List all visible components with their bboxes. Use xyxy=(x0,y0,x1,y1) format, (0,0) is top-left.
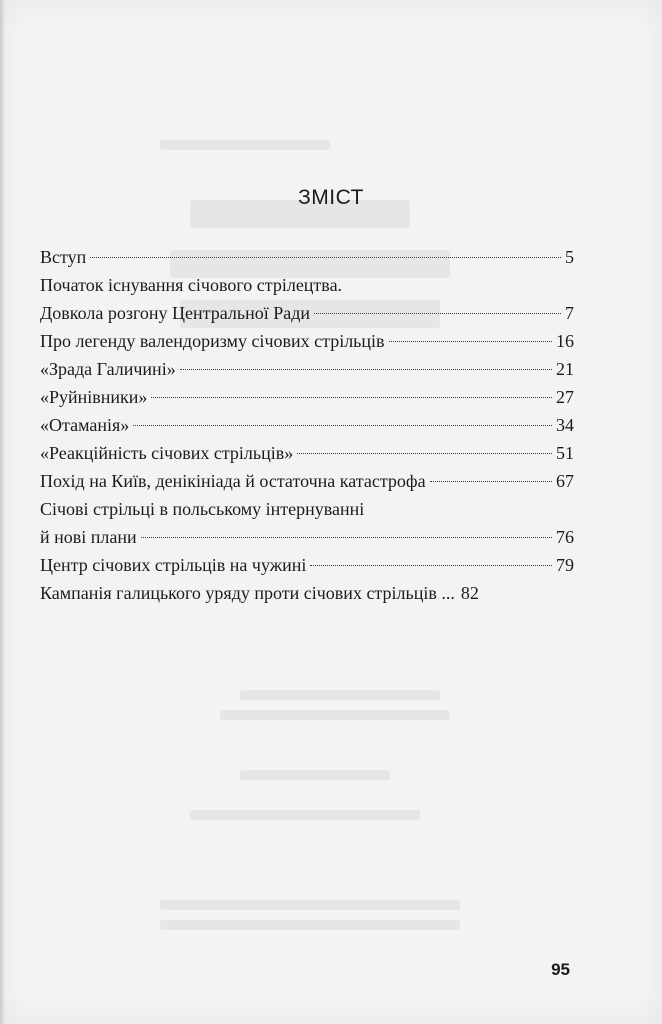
toc-entry-title: Кампанія галицького уряду проти січових стрільців ... xyxy=(40,583,455,603)
dot-leader xyxy=(310,565,552,566)
toc-entry-page: 82 xyxy=(460,583,479,603)
dot-leader xyxy=(133,425,552,426)
toc-entry-title: «Реакційність січових стрільців» xyxy=(40,443,294,463)
dot-leader xyxy=(389,341,552,342)
toc-entry xyxy=(40,439,574,467)
page-title: ЗМІСТ xyxy=(298,186,364,209)
table-of-contents xyxy=(40,243,574,607)
dot-leader xyxy=(180,369,552,370)
toc-entry-page: 76 xyxy=(556,527,574,547)
toc-entry xyxy=(40,579,574,607)
toc-entry-page: 7 xyxy=(565,303,574,323)
toc-entry-page: 16 xyxy=(556,331,574,351)
toc-entry-title: Початок існування січового стрілецтва. xyxy=(40,275,343,295)
toc-entry xyxy=(40,327,574,355)
toc-entry xyxy=(40,551,574,579)
toc-entry-title: «Зрада Галичині» xyxy=(40,359,176,379)
dot-leader xyxy=(141,537,552,538)
toc-entry xyxy=(40,383,574,411)
toc-entry xyxy=(40,523,574,551)
toc-entry-page: 51 xyxy=(556,443,574,463)
dot-leader xyxy=(90,257,561,258)
toc-entry-page: 5 xyxy=(565,247,574,267)
toc-entry xyxy=(40,271,574,299)
toc-entry xyxy=(40,299,574,327)
dot-leader xyxy=(430,481,552,482)
toc-entry-page: 79 xyxy=(556,555,574,575)
toc-entry-title: «Руйнівники» xyxy=(40,387,148,407)
toc-entry xyxy=(40,467,574,495)
toc-entry-title: й нові плани xyxy=(40,527,137,547)
page-number: 95 xyxy=(551,960,570,979)
page-edge xyxy=(0,0,5,1024)
toc-entry-page: 27 xyxy=(556,387,574,407)
toc-entry-page: 67 xyxy=(556,471,574,491)
toc-entry-title: Центр січових стрільців на чужині xyxy=(40,555,307,575)
dot-leader xyxy=(151,397,552,398)
toc-entry-title: Січові стрільці в польському інтернуванні xyxy=(40,499,365,519)
toc-entry-title: Вступ xyxy=(40,247,87,267)
toc-entry xyxy=(40,355,574,383)
dot-leader xyxy=(314,313,561,314)
toc-entry xyxy=(40,495,574,523)
toc-entry-page: 34 xyxy=(556,415,574,435)
toc-entry xyxy=(40,411,574,439)
toc-entry-title: «Отаманія» xyxy=(40,415,130,435)
toc-entry-page: 21 xyxy=(556,359,574,379)
toc-entry-title: Довкола розгону Центральної Ради xyxy=(40,303,310,323)
dot-leader xyxy=(297,453,552,454)
toc-entry-title: Про легенду валендоризму січових стрільців xyxy=(40,331,385,351)
toc-entry-title: Похід на Київ, денікініада й остаточна катастрофа xyxy=(40,471,426,491)
toc-entry xyxy=(40,243,574,271)
